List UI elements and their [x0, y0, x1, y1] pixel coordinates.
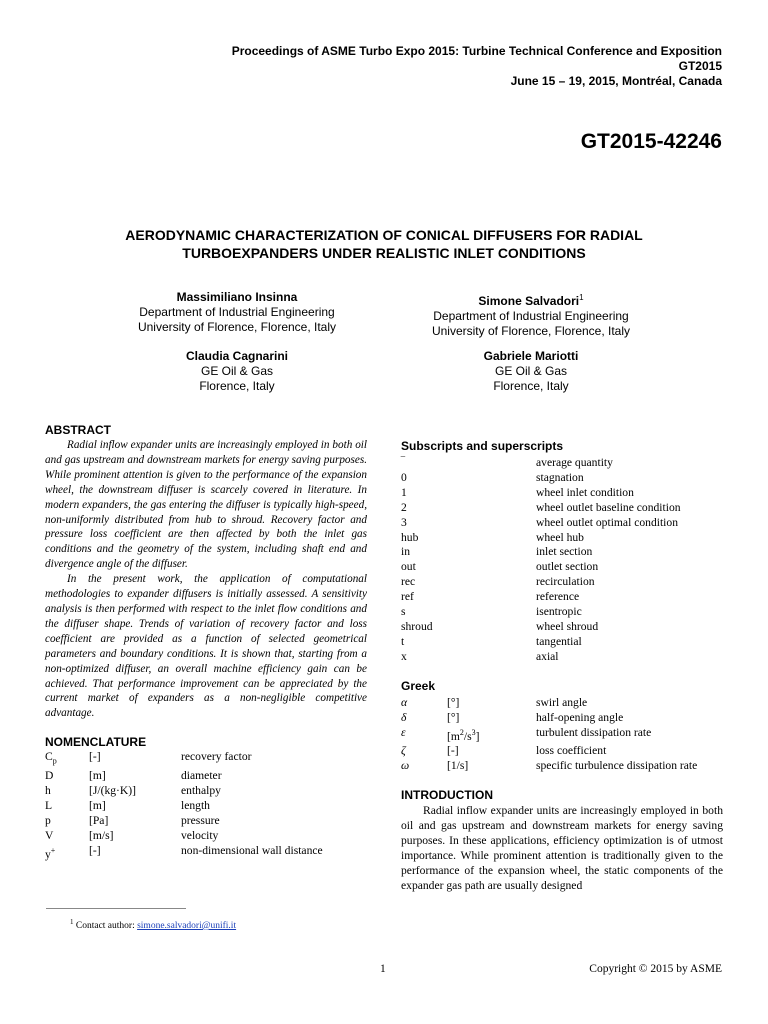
symbol-cell: 0: [401, 470, 407, 484]
unit-cell: [m]: [89, 799, 106, 813]
left-column: [45, 423, 367, 863]
table-row: [45, 750, 323, 769]
unit-cell: [1/s]: [447, 759, 469, 773]
unit-cell: [°]: [447, 695, 460, 709]
symbol-cell: ζ: [401, 744, 406, 758]
table-row: [401, 486, 681, 501]
symbol-cell: 2: [401, 500, 407, 514]
author-affiliation: Florence, Italy: [493, 379, 569, 393]
symbol-cell: shroud: [401, 619, 433, 633]
unit-cell: [Pa]: [89, 814, 109, 828]
symbol-cell: ε: [401, 725, 406, 739]
author-name: Gabriele Mariotti: [483, 349, 579, 363]
unit-cell: [-]: [89, 750, 101, 764]
table-row: [401, 744, 697, 759]
table-row: [401, 516, 681, 531]
table-row: [401, 605, 681, 620]
subscripts-heading: Subscripts and superscripts: [401, 439, 564, 453]
introduction-heading: INTRODUCTION: [401, 788, 493, 803]
table-row: [401, 759, 697, 774]
unit-cell: [°]: [447, 710, 460, 724]
author-affiliation: GE Oil & Gas: [200, 364, 274, 378]
conference-dates: June 15 – 19, 2015, Montréal, Canada: [510, 74, 722, 88]
author-block: [87, 290, 387, 335]
page-number: 1: [380, 963, 386, 975]
footnote-marker: 1: [579, 293, 584, 302]
author-affiliation: Department of Industrial Engineering: [139, 305, 335, 319]
footnote-divider: [46, 908, 186, 909]
right-column: [401, 439, 723, 893]
nomenclature-heading: NOMENCLATURE: [45, 735, 147, 750]
author-block: [381, 349, 681, 394]
table-row: [401, 726, 697, 745]
author-affiliation: GE Oil & Gas: [494, 364, 568, 378]
paper-title: [46, 226, 722, 262]
symbol-cell: ‾: [401, 456, 405, 469]
unit-cell: [-]: [447, 744, 459, 758]
symbol-cell: δ: [401, 710, 407, 724]
paper-id: GT2015-42246: [580, 130, 722, 153]
symbol-cell: 3: [401, 515, 407, 529]
description-cell: loss coefficient: [536, 744, 607, 758]
symbol-cell: L: [45, 799, 53, 813]
symbol-cell: out: [401, 560, 416, 574]
abstract-paragraph: In the present work, the application of computational methodologies to expander diffusers is initially assessed. A sensitivity analysis is then performed with respect to the inlet flow conditions and the diffuser shape. Trends of variation of recovery factor and loss coefficient are provided as a function of selected geometrical parameters and boundary conditions. It is shown that, starting from a non-optimized diffuser, an overall machine efficiency gain can be achieved. That performance improvement can be appreciated by the current market of expanders as a non-negligible competitive advantage.: [45, 573, 367, 720]
symbol-cell: hub: [401, 530, 419, 544]
table-row: [45, 814, 323, 829]
author-block: [87, 349, 387, 394]
title-line-1: AERODYNAMIC CHARACTERIZATION OF CONICAL DIFFUSERS FOR RADIAL: [125, 227, 643, 243]
symbol-cell: D: [45, 769, 54, 783]
symbol-cell: α: [401, 695, 408, 709]
symbol-cell: 1: [401, 485, 407, 499]
description-cell: diameter: [181, 769, 222, 783]
description-cell: swirl angle: [536, 695, 588, 709]
description-cell: wheel shroud: [536, 619, 599, 633]
symbol-cell: t: [401, 634, 405, 648]
table-row: [401, 501, 681, 516]
description-cell: non-dimensional wall distance: [181, 843, 323, 857]
symbol-cell: in: [401, 545, 411, 559]
description-cell: enthalpy: [181, 784, 221, 798]
table-row: [401, 560, 681, 575]
abstract-heading: ABSTRACT: [45, 423, 111, 437]
symbol-cell: p: [45, 814, 51, 828]
table-row: [401, 456, 681, 471]
greek-heading: Greek: [401, 678, 436, 693]
description-cell: length: [181, 799, 210, 813]
symbol-cell: x: [401, 649, 407, 663]
nomenclature-table: [45, 750, 323, 863]
author-name: Massimiliano Insinna: [176, 290, 298, 304]
contact-email-link[interactable]: simone.salvadori@unifi.it: [137, 921, 237, 932]
unit-cell: [m]: [89, 769, 106, 783]
description-cell: wheel inlet condition: [536, 485, 634, 499]
unit-cell: [J/(kg·K)]: [89, 784, 137, 798]
table-row: [45, 829, 323, 844]
author-affiliation: Florence, Italy: [199, 379, 275, 393]
description-cell: recovery factor: [181, 750, 252, 764]
subscripts-table: [401, 456, 681, 665]
table-row: [401, 635, 681, 650]
unit-cell: [-]: [89, 843, 101, 857]
author-name: Simone Salvadori$^1$: [478, 293, 584, 308]
unit-cell: $[m^2/s^3]$: [447, 727, 480, 743]
introduction-paragraph: Radial inflow expander units are increasingly employed in both oil and gas upstream and downstream markets for energy saving purposes. In these applications, efficiency optimization is of utmost importance. While prominent attention is traditionally given to the performance of the expansion wheel, the static components of the expander gas path are usually designed: [401, 804, 723, 893]
symbol-cell: ω: [401, 759, 410, 773]
description-cell: pressure: [181, 814, 220, 828]
description-cell: half-opening angle: [536, 710, 624, 724]
author-name: Claudia Cagnarini: [185, 349, 289, 363]
symbol-cell: rec: [401, 575, 416, 589]
description-cell: velocity: [181, 829, 219, 843]
description-cell: inlet section: [536, 545, 593, 559]
symbol-cell: ref: [401, 590, 414, 604]
author-affiliation: University of Florence, Florence, Italy: [431, 324, 631, 338]
author-affiliation: University of Florence, Florence, Italy: [137, 320, 337, 334]
proceedings-title: Proceedings of ASME Turbo Expo 2015: Turbine Technical Conference and Exposition: [231, 44, 722, 58]
description-cell: wheel outlet baseline condition: [536, 500, 681, 514]
footnote-marker: 1: [70, 918, 74, 926]
table-row: [45, 784, 323, 799]
table-row: [401, 590, 681, 605]
symbol-cell: s: [401, 605, 406, 619]
description-cell: wheel outlet optimal condition: [536, 515, 678, 529]
symbol-cell: h: [45, 784, 51, 798]
description-cell: reference: [536, 590, 580, 604]
table-row: [401, 545, 681, 560]
conference-code: GT2015: [678, 59, 722, 73]
description-cell: recirculation: [536, 575, 595, 589]
description-cell: specific turbulence dissipation rate: [536, 759, 698, 773]
footnote-label: Contact author:: [75, 921, 135, 932]
description-cell: axial: [536, 649, 559, 663]
table-row: [45, 769, 323, 784]
table-row: [401, 575, 681, 590]
author-block: [381, 290, 681, 339]
description-cell: outlet section: [536, 560, 599, 574]
table-row: [401, 696, 697, 711]
table-row: [401, 471, 681, 486]
description-cell: average quantity: [536, 456, 613, 469]
symbol-cell: y+: [45, 845, 56, 861]
table-row: [45, 844, 323, 863]
description-cell: tangential: [536, 634, 582, 648]
greek-table: [401, 696, 697, 774]
table-row: [45, 799, 323, 814]
table-row: [401, 711, 697, 726]
copyright-notice: Copyright © 2015 by ASME: [589, 963, 722, 975]
description-cell: turbulent dissipation rate: [536, 725, 652, 739]
title-line-2: TURBOEXPANDERS UNDER REALISTIC INLET CONDITIONS: [182, 245, 586, 261]
description-cell: stagnation: [536, 470, 584, 484]
unit-cell: [m/s]: [89, 829, 114, 843]
author-affiliation: Department of Industrial Engineering: [433, 309, 629, 323]
table-row: [401, 531, 681, 546]
description-cell: isentropic: [536, 605, 582, 619]
footnote: [70, 918, 236, 931]
abstract-paragraph: Radial inflow expander units are increasingly employed in both oil and gas upstream and downstream markets for energy saving purposes. While prominent attention is given to the performance of the expansion wheel, the downstream diffuser is scarcely covered in literature. In modern expanders, the gas entering the diffuser is typically high-speed, non-uniformly distributed from hub to shroud. Recovery factor and pressure loss coefficient are then affected by both the inlet gas conditions and the geometry of the system, including shaft end and divergence angle of the diffuser.: [45, 439, 367, 571]
table-row: [401, 620, 681, 635]
description-cell: wheel hub: [536, 530, 584, 544]
table-row: [401, 650, 681, 665]
symbol-cell: V: [45, 829, 54, 843]
symbol-cell: $C_p$: [45, 750, 57, 766]
